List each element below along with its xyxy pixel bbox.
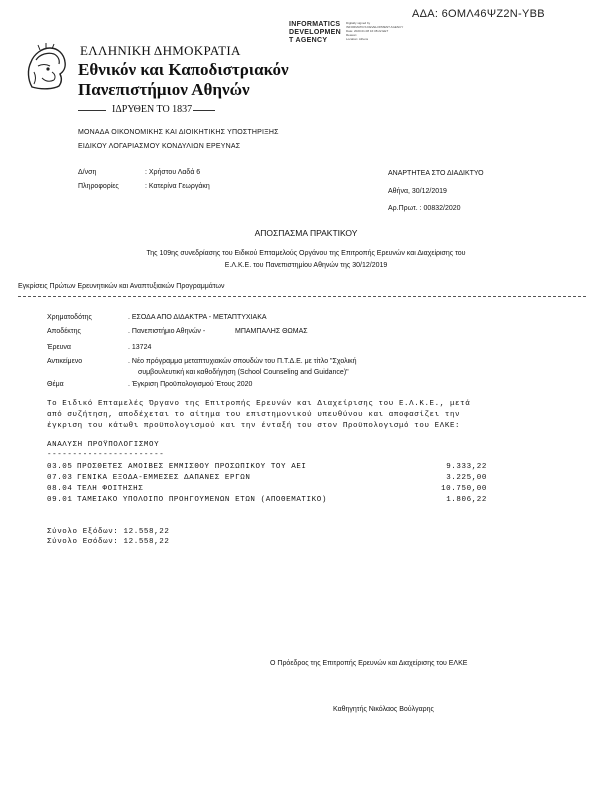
approvals-heading: Εγκρίσεις Πρώτων Ερευνητικών και Αναπτυξιακών Προγραμμάτων — [18, 283, 225, 290]
project-value: . 13724 — [128, 344, 152, 351]
stamp-line: T AGENCY — [289, 37, 328, 44]
budget-description: ΤΕΛΗ ΦΟΙΤΗΣΗΣ — [77, 485, 144, 493]
info-label: Πληροφορίες — [78, 183, 119, 190]
budget-code: 09.01 — [47, 496, 73, 504]
budget-row — [47, 474, 487, 484]
digital-signature-stamp — [289, 21, 404, 45]
budget-heading: ΑΝΑΛΥΣΗ ΠΡΟΫΠΟΛΟΓΙΣΜΟΥ — [47, 441, 160, 449]
ada-code: ΑΔΑ: 6ΟΜΛ46ΨΖ2Ν-ΥΒΒ — [412, 8, 545, 20]
budget-row — [47, 496, 487, 506]
session-line: Ε.Λ.Κ.Ε. του Πανεπιστημίου Αθηνών της 30/12/2019 — [224, 262, 388, 269]
budget-description: ΤΑΜΕΙΑΚΟ ΥΠΟΛΟΙΠΟ ΠΡΟΗΓΟΥΜΕΝΩΝ ΕΤΩΝ (ΑΠΟΘΕΜΑΤΙΚΟ) — [77, 496, 327, 504]
session-line: Της 109ης συνεδρίασης του Ειδικού Επταμελούς Οργάνου της Επιτροπής Ερευνών και Διαχείρισης του — [146, 250, 466, 257]
signatory-role: Ο Πρόεδρος της Επιτροπής Ερευνών και Διαχείρισης του ΕΛΚΕ — [270, 660, 468, 667]
republic-title: ΕΛΛΗΝΙΚΗ ΔΗΜΟΚΡΑΤΙΑ — [80, 43, 241, 58]
budget-code: 03.05 — [47, 463, 73, 471]
stamp-line: INFORMATICS — [289, 21, 341, 28]
project-label: Έρευνα — [47, 344, 71, 351]
post-notice: ΑΝΑΡΤΗΤΕΑ ΣΤΟ ΔΙΑΔΙΚΤΥΟ — [388, 170, 484, 177]
funding-value: . ΕΣΟΔΑ ΑΠΟ ΔΙΔΑΚΤΡΑ - ΜΕΤΑΠΤΥΧΙΑΚΑ — [128, 314, 267, 321]
subject-value: . Νέο πρόγραμμα μεταπτυχιακών σπουδών του Π.Τ.Δ.Ε. με τίτλο "Σχολική — [128, 358, 357, 365]
budget-underline: ----------------------- — [47, 451, 165, 459]
document-date: Αθήνα, 30/12/2019 — [388, 188, 447, 195]
budget-description: ΓΕΝΙΚΑ ΕΞΟΔΑ-ΕΜΜΕΣΕΣ ΔΑΠΑΝΕΣ ΕΡΓΩΝ — [77, 474, 251, 482]
subject-value-continued: συμβουλευτική και καθοδήγηση (School Counseling and Guidance)" — [138, 369, 349, 376]
total-expenses: Σύνολο Εξόδων: 12.558,22 — [47, 528, 170, 536]
budget-row — [47, 485, 487, 495]
budget-code: 07.03 — [47, 474, 73, 482]
subject-label: Αντικείμενο — [47, 358, 83, 365]
document-title: ΑΠΟΣΠΑΣΜΑ ΠΡΑΚΤΙΚΟΥ — [254, 228, 358, 238]
unit-heading: ΜΟΝΑΔΑ ΟΙΚΟΝΟΜΙΚΗΣ ΚΑΙ ΔΙΟΙΚΗΤΙΚΗΣ ΥΠΟΣΤΗΡΙΞΗΣ ΕΙΔΙΚΟΥ ΛΟΓΑΡΙΑΣΜΟΥ ΚΟΝΔΥΛΙΩΝ ΕΡΕΥΝΑΣ — [78, 129, 279, 150]
university-logo — [22, 42, 70, 92]
decision-line: Το Ειδικό Επταμελές Όργανο της Επιτροπής Ερευνών και Διαχείρισης του Ε.Λ.Κ.Ε., μετά — [47, 400, 471, 408]
founded-year: ΙΔΡΥΘΕΝ ΤΟ 1837 — [112, 104, 193, 115]
budget-code: 08.04 — [47, 485, 73, 493]
stamp-line: DEVELOPMEN — [289, 29, 342, 36]
budget-row — [47, 463, 487, 473]
signatory-name: Καθηγητής Νικόλαος Βούλγαρης — [333, 706, 434, 713]
budget-amount: 10.750,00 — [441, 485, 487, 493]
budget-amount: 9.333,22 — [446, 463, 487, 471]
funding-label: Χρηματοδότης — [47, 314, 92, 321]
address-label: Δ/νση — [78, 169, 97, 176]
topic-label: Θέμα — [47, 381, 64, 388]
budget-amount: 1.806,22 — [446, 496, 487, 504]
total-income: Σύνολο Εσόδων: 12.558,22 — [47, 538, 170, 546]
budget-description: ΠΡΟΣΘΕΤΕΣ ΑΜΟΙΒΕΣ ΕΜΜΙΣΘΟΥ ΠΡΟΣΩΠΙΚΟΥ ΤΟΥ ΑΕΙ — [77, 463, 307, 471]
protocol-number: Αρ.Πρωτ. : 00832/2020 — [388, 205, 461, 212]
founded-divider — [193, 110, 215, 111]
recipient-value: . Πανεπιστήμιο Αθηνών - — [128, 328, 206, 335]
address-value: : Χρήστου Λαδά 6 — [145, 169, 201, 176]
founded-divider — [78, 110, 106, 111]
decision-line: έγκριση του κάτωθι προϋπολογισμού και την ένταξή του στον Προϋπολογισμό του ΕΛΚΕ: — [47, 422, 461, 430]
recipient-name: ΜΠΑΜΠΑΛΗΣ ΘΩΜΑΣ — [235, 328, 308, 335]
stamp-details: Digitally signed by INFORMATICS DEVELOPMENT AGENCY Date: 2020.01.08 16:38:22 EET Reason: Location: Athens — [346, 21, 404, 41]
university-name: Εθνικόν και Καποδιστριακόν Πανεπιστήμιον Αθηνών — [78, 60, 289, 99]
decision-line: από συζήτηση, αποδέχεται το αίτημα του επιστημονικού υπευθύνου και αποφασίζει την — [47, 411, 461, 419]
topic-value: . Έγκριση Προϋπολογισμού Έτους 2020 — [128, 381, 253, 388]
recipient-label: Αποδέκτης — [47, 328, 81, 335]
info-value: : Κατερίνα Γεωργάκη — [145, 183, 210, 190]
budget-amount: 3.225,00 — [446, 474, 487, 482]
dotted-divider — [18, 296, 586, 297]
